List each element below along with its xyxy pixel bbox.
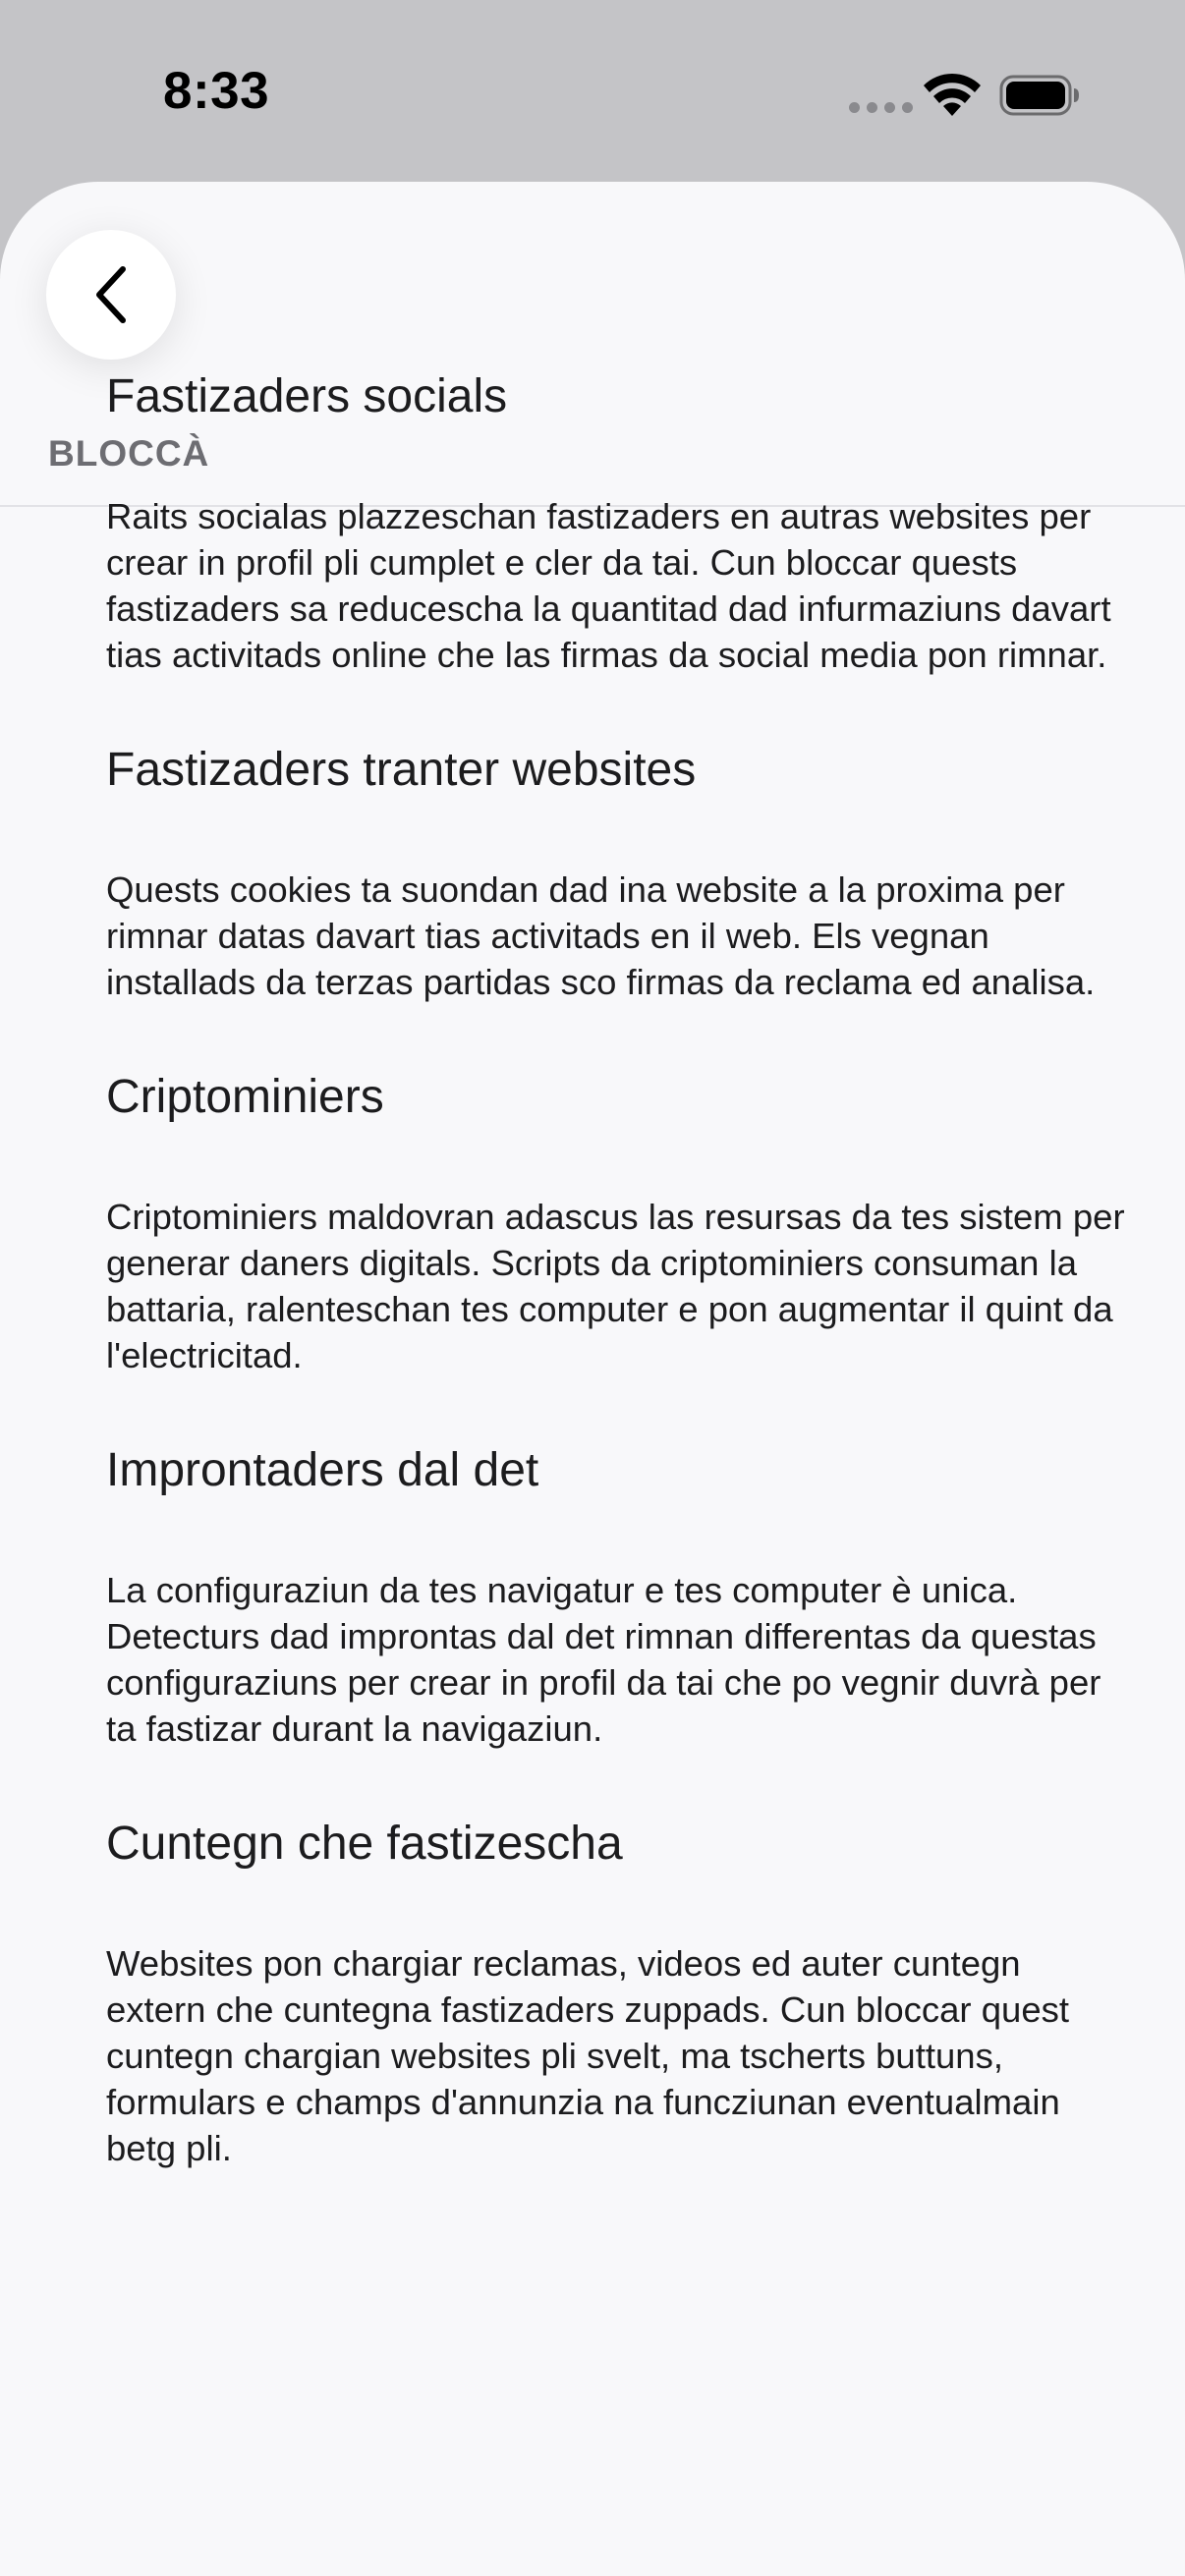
list-item (106, 367, 1128, 678)
item-title: Improntaders dal det (106, 1444, 539, 1496)
item-description: Criptominiers maldovran adascus las resursas da tes sistem per generar daners digitals. Scripts da criptominiers consuman la battaria, ralenteschan tes computer e pon augmentar il quint da l'electricitad. (106, 1197, 1125, 1375)
status-bar (0, 0, 1185, 182)
list-item (106, 741, 1128, 1005)
content (106, 367, 1128, 2234)
list-item (106, 1815, 1128, 2171)
wifi-icon (924, 73, 981, 116)
list-item (106, 1068, 1128, 1378)
status-time: 8:33 (163, 62, 270, 120)
item-description: La configuraziun da tes navigatur e tes computer è unica. Detecturs dad improntas dal det rimnan differentas da questas configuraziuns per crear in profil da tai che po vegnir duvrà per ta fastizar durant la navigaziun. (106, 1570, 1101, 1749)
item-title: Cuntegn che fastizescha (106, 1818, 623, 1870)
back-button[interactable] (46, 230, 176, 360)
item-description: Raits socialas plazzeschan fastizaders en autras websites per crear in profil pli cumplet e cler da tai. Cun bloccar quests fastizaders sa reducescha la quantitad dad infurmaziuns davart tias activitads online che las firmas da social media pon rimnar. (106, 496, 1111, 675)
item-title: Fastizaders socials (106, 370, 508, 422)
item-description: Quests cookies ta suondan dad ina website a la proxima per rimnar datas davart tias activitads en il web. Els vegnan installads da terzas partidas sco firmas da reclama ed analisa. (106, 869, 1096, 1002)
item-title: Fastizaders tranter websites (106, 744, 697, 796)
list-item (106, 1441, 1128, 1752)
section-label: BLOCCÀ (48, 433, 210, 474)
battery-icon (999, 75, 1080, 116)
chevron-left-icon (89, 265, 133, 324)
item-title: Criptominiers (106, 1071, 384, 1123)
item-description: Websites pon chargiar reclamas, videos ed auter cuntegn extern che cuntegna fastizaders zuppads. Cun bloccar quest cuntegn chargian websites pli svelt, ma tscherts buttuns, formulars e champs d'annunzia na funcziunan eventualmain betg pli. (106, 1943, 1070, 2168)
signal-dots-icon (849, 102, 913, 113)
